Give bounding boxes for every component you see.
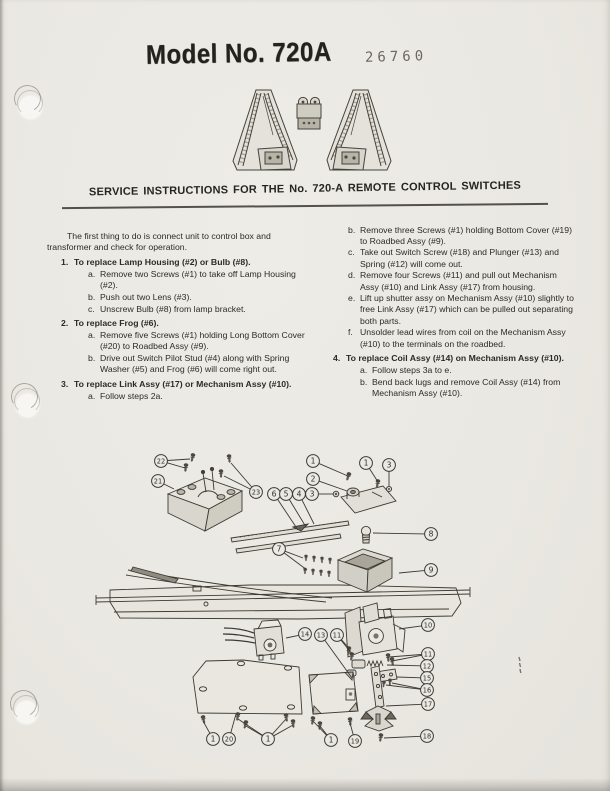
step-text: Drive out Switch Pilot Stud (#4) along with Spring Washer (#5) and Frog (#6) will come right out.: [100, 353, 290, 375]
drawing-number-mark: [519, 657, 521, 673]
step-label: b.: [88, 292, 96, 303]
step-label: b.: [88, 353, 96, 364]
part-21-controller: [168, 467, 242, 531]
svg-text:20: 20: [224, 735, 234, 744]
section-heading: SERVICE INSTRUCTIONS FOR THE No. 720-A REMOTE CONTROL SWITCHES: [88, 179, 522, 199]
callout-20: [223, 714, 236, 745]
item-number: 3.: [61, 378, 69, 389]
svg-text:1: 1: [210, 734, 216, 744]
svg-text:19: 19: [350, 737, 360, 746]
instruction-step: [47, 304, 307, 315]
svg-text:14: 14: [300, 630, 310, 639]
item-title: To replace Link Assy (#17) or Mechanism Assy (#10).: [74, 378, 292, 389]
part-9-roadbed-assy: [96, 549, 470, 619]
callout-9: [399, 564, 437, 577]
controller-drawing: [297, 97, 321, 129]
step-label: b.: [348, 224, 356, 235]
part-20-long-bottom-cover: [193, 660, 302, 714]
callout-14: [286, 628, 311, 641]
step-label: d.: [348, 270, 356, 281]
part-18-switch-screw: [378, 733, 384, 742]
callout-1: [360, 457, 378, 482]
step-text: Bend back lugs and remove Coil Assy (#14) from Mechanism Assy (#10).: [372, 376, 561, 398]
instruction-item-3: [47, 379, 307, 402]
instruction-step: [331, 270, 577, 292]
part-7-screws-row: [303, 555, 331, 578]
instruction-step: [331, 365, 577, 376]
svg-text:15: 15: [422, 674, 432, 683]
punch-hole-bottom: [15, 701, 38, 724]
svg-text:10: 10: [423, 621, 433, 630]
step-text: Remove five Screws (#1) holding Long Bottom Cover (#20) to Roadbed Assy (#9).: [100, 330, 305, 352]
svg-text:1: 1: [328, 735, 334, 745]
left-switch-drawing: [233, 90, 297, 170]
product-illustration: [225, 85, 405, 177]
exploded-parts-diagram: [90, 448, 570, 770]
instruction-step: [331, 247, 577, 269]
callout-1: [203, 721, 219, 745]
step-label: c.: [88, 303, 95, 314]
instructions-right-column: [331, 224, 577, 399]
part-8-bulb: [361, 526, 370, 543]
instructions-left-column: [47, 231, 307, 402]
step-label: e.: [348, 293, 356, 304]
svg-text:13: 13: [316, 631, 326, 640]
svg-text:11: 11: [332, 631, 342, 640]
svg-text:12: 12: [422, 662, 432, 671]
step-label: b.: [360, 376, 368, 387]
instruction-step: [331, 225, 577, 247]
svg-text:4: 4: [296, 489, 302, 499]
callout-1: [313, 721, 337, 746]
step-label: a.: [360, 364, 368, 375]
item-title-row: [47, 318, 307, 329]
instruction-item-4: [331, 353, 577, 399]
step-text: Follow steps 3a to e.: [372, 364, 452, 375]
callout-19: [349, 723, 362, 747]
item-title-row: [47, 257, 307, 268]
callout-16: [386, 683, 433, 696]
svg-text:1: 1: [310, 456, 316, 466]
item-title: To replace Frog (#6).: [74, 318, 159, 329]
intro-paragraph: The first thing to do is connect unit to control box and transformer and check for operation.: [47, 231, 271, 253]
svg-text:18: 18: [422, 732, 432, 741]
item-title: To replace Lamp Housing (#2) or Bulb (#8).: [74, 257, 251, 268]
right-switch-drawing: [327, 90, 391, 170]
callout-7: [273, 543, 307, 570]
step-label: c.: [348, 247, 355, 258]
instruction-step: [331, 293, 577, 327]
instruction-step: [47, 269, 307, 291]
step-label: f.: [348, 327, 353, 338]
step-text: Remove four Screws (#11) and pull out Mechanism Assy (#10) and Link Assy (#17) from housing.: [360, 270, 557, 292]
item-number: 2.: [61, 318, 69, 329]
stamp-number: 26760: [364, 48, 428, 66]
step-text: Unsolder lead wires from coil on the Mechanism Assy (#10) to the terminals on the roadbed.: [360, 327, 566, 349]
step-label: a.: [88, 330, 96, 341]
instruction-step: [47, 391, 307, 402]
callout-18: [384, 730, 433, 743]
svg-text:16: 16: [422, 686, 432, 695]
instruction-item-1: [47, 257, 307, 315]
callout-3: [306, 488, 333, 501]
svg-text:11: 11: [423, 650, 433, 659]
svg-text:5: 5: [283, 489, 289, 499]
svg-text:9: 9: [428, 565, 434, 575]
svg-text:8: 8: [428, 529, 434, 539]
page-title: Model No. 720A: [145, 37, 332, 71]
item-number: 4.: [333, 353, 341, 364]
svg-text:3: 3: [386, 460, 392, 470]
item-3-continued-steps: [331, 225, 577, 350]
step-text: Remove three Screws (#1) holding Bottom Cover (#19) to Roadbed Assy (#9).: [360, 224, 572, 246]
instruction-step: [47, 292, 307, 303]
item-title-row: [47, 379, 307, 390]
step-text: Remove two Screws (#1) to take off Lamp Housing (#2).: [100, 269, 296, 291]
step-text: Unscrew Bulb (#8) from lamp bracket.: [100, 303, 246, 314]
svg-text:3: 3: [309, 489, 315, 499]
svg-text:1: 1: [265, 734, 271, 744]
svg-text:21: 21: [153, 477, 163, 486]
step-text: Push out two Lens (#3).: [100, 292, 192, 303]
svg-text:1: 1: [363, 458, 369, 468]
step-label: a.: [88, 269, 96, 280]
step-text: Lift up shutter assy on Mechanism Assy (#10) slightly to free Link Assy (#17) which can be pulled out separating both parts.: [360, 293, 574, 326]
instruction-step: [47, 353, 307, 375]
svg-text:22: 22: [156, 457, 166, 466]
step-text: Take out Switch Screw (#18) and Plunger (#13) and Spring (#12) will come out.: [360, 247, 559, 269]
instruction-step: [331, 377, 577, 399]
callout-15: [397, 672, 433, 685]
punch-hole-middle: [16, 394, 39, 417]
instruction-step: [331, 327, 577, 349]
svg-text:6: 6: [271, 489, 277, 499]
heading-rule: [62, 203, 548, 209]
step-label: a.: [88, 390, 96, 401]
instruction-step: [47, 330, 307, 352]
part-14-coil-assy: [223, 620, 284, 660]
callout-17: [386, 698, 434, 711]
part-19-bottom-cover: [309, 672, 358, 714]
item-title: To replace Coil Assy (#14) on Mechanism Assy (#10).: [346, 353, 564, 364]
callout-3: [383, 459, 396, 486]
item-title-row: [331, 353, 577, 364]
step-text: Follow steps 2a.: [100, 390, 163, 401]
part-6-frog-and-guard-rails: [231, 521, 349, 553]
svg-text:2: 2: [310, 474, 316, 484]
callout-21: [152, 475, 174, 489]
svg-text:23: 23: [251, 488, 261, 497]
instruction-item-2: [47, 318, 307, 375]
svg-text:7: 7: [276, 544, 282, 554]
punch-hole-top: [19, 96, 42, 119]
callout-8: [373, 528, 437, 541]
item-number: 1.: [61, 257, 69, 268]
svg-text:17: 17: [423, 700, 433, 709]
